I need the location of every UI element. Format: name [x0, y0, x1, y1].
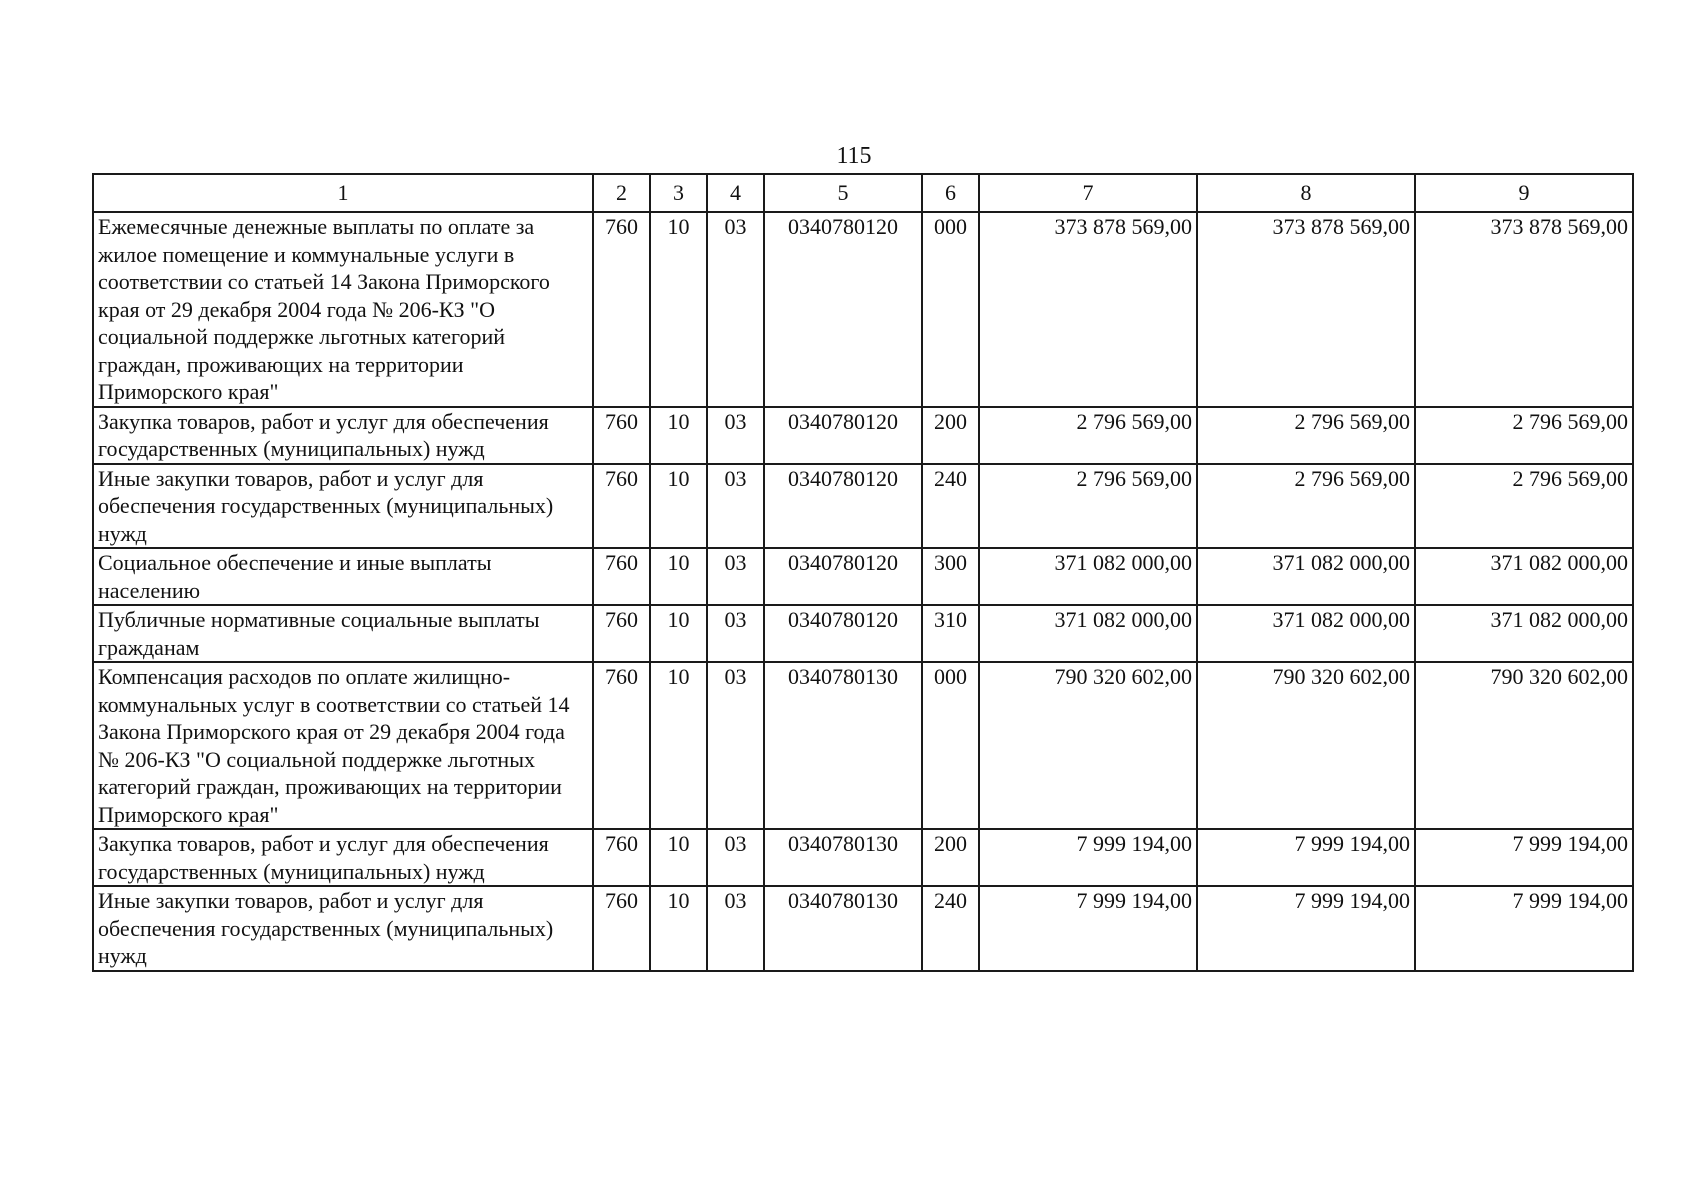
expense-type-code: 240 — [922, 886, 979, 971]
section-code: 10 — [650, 548, 707, 605]
subsection-code: 03 — [707, 212, 764, 407]
row-name: Иные закупки товаров, работ и услуг для обеспечения государственных (муниципальных) нужд — [93, 464, 593, 549]
table-row — [93, 212, 1633, 407]
amount-col-7: 2 796 569,00 — [979, 464, 1197, 549]
amount-col-9: 7 999 194,00 — [1415, 829, 1633, 886]
row-name: Закупка товаров, работ и услуг для обеспечения государственных (муниципальных) нужд — [93, 407, 593, 464]
table-row — [93, 662, 1633, 829]
target-article-code: 0340780120 — [764, 212, 922, 407]
header-col-4: 4 — [707, 174, 764, 212]
section-code: 10 — [650, 829, 707, 886]
target-article-code: 0340780120 — [764, 605, 922, 662]
expense-type-code: 200 — [922, 829, 979, 886]
header-col-7: 7 — [979, 174, 1197, 212]
table-row — [93, 464, 1633, 549]
header-col-9: 9 — [1415, 174, 1633, 212]
subsection-code: 03 — [707, 662, 764, 829]
table-row — [93, 605, 1633, 662]
target-article-code: 0340780130 — [764, 829, 922, 886]
row-name: Публичные нормативные социальные выплаты гражданам — [93, 605, 593, 662]
subsection-code: 03 — [707, 407, 764, 464]
target-article-code: 0340780120 — [764, 407, 922, 464]
amount-col-7: 371 082 000,00 — [979, 548, 1197, 605]
amount-col-9: 371 082 000,00 — [1415, 548, 1633, 605]
target-article-code: 0340780130 — [764, 662, 922, 829]
amount-col-9: 7 999 194,00 — [1415, 886, 1633, 971]
expense-type-code: 000 — [922, 662, 979, 829]
header-col-6: 6 — [922, 174, 979, 212]
expense-type-code: 200 — [922, 407, 979, 464]
ministry-code: 760 — [593, 407, 650, 464]
header-col-2: 2 — [593, 174, 650, 212]
amount-col-8: 2 796 569,00 — [1197, 407, 1415, 464]
section-code: 10 — [650, 464, 707, 549]
section-code: 10 — [650, 407, 707, 464]
ministry-code: 760 — [593, 548, 650, 605]
subsection-code: 03 — [707, 886, 764, 971]
row-name: Социальное обеспечение и иные выплаты населению — [93, 548, 593, 605]
amount-col-7: 7 999 194,00 — [979, 886, 1197, 971]
target-article-code: 0340780130 — [764, 886, 922, 971]
amount-col-8: 371 082 000,00 — [1197, 548, 1415, 605]
ministry-code: 760 — [593, 829, 650, 886]
subsection-code: 03 — [707, 829, 764, 886]
subsection-code: 03 — [707, 605, 764, 662]
amount-col-9: 2 796 569,00 — [1415, 407, 1633, 464]
row-name: Ежемесячные денежные выплаты по оплате за жилое помещение и коммунальные услуги в соответствии со статьей 14 Закона Приморского края от 29 декабря 2004 года № 206-КЗ "О социальной поддержке льготных категорий граждан, проживающих на территории Приморского края" — [93, 212, 593, 407]
amount-col-8: 790 320 602,00 — [1197, 662, 1415, 829]
table-header-row — [93, 174, 1633, 212]
amount-col-9: 373 878 569,00 — [1415, 212, 1633, 407]
ministry-code: 760 — [593, 605, 650, 662]
budget-table — [92, 173, 1634, 972]
row-name: Компенсация расходов по оплате жилищно-коммунальных услуг в соответствии со статьей 14 Закона Приморского края от 29 декабря 2004 года № 206-КЗ "О социальной поддержке льготных категорий граждан, проживающих на территории Приморского края" — [93, 662, 593, 829]
target-article-code: 0340780120 — [764, 464, 922, 549]
target-article-code: 0340780120 — [764, 548, 922, 605]
subsection-code: 03 — [707, 464, 764, 549]
table-row — [93, 548, 1633, 605]
table-row — [93, 829, 1633, 886]
amount-col-8: 373 878 569,00 — [1197, 212, 1415, 407]
amount-col-7: 2 796 569,00 — [979, 407, 1197, 464]
table-row — [93, 407, 1633, 464]
header-col-1: 1 — [93, 174, 593, 212]
header-col-3: 3 — [650, 174, 707, 212]
subsection-code: 03 — [707, 548, 764, 605]
amount-col-9: 371 082 000,00 — [1415, 605, 1633, 662]
expense-type-code: 300 — [922, 548, 979, 605]
amount-col-7: 373 878 569,00 — [979, 212, 1197, 407]
ministry-code: 760 — [593, 886, 650, 971]
table-row — [93, 886, 1633, 971]
section-code: 10 — [650, 605, 707, 662]
ministry-code: 760 — [593, 212, 650, 407]
expense-type-code: 000 — [922, 212, 979, 407]
header-col-8: 8 — [1197, 174, 1415, 212]
amount-col-9: 2 796 569,00 — [1415, 464, 1633, 549]
amount-col-7: 7 999 194,00 — [979, 829, 1197, 886]
amount-col-8: 7 999 194,00 — [1197, 886, 1415, 971]
amount-col-7: 790 320 602,00 — [979, 662, 1197, 829]
header-col-5: 5 — [764, 174, 922, 212]
section-code: 10 — [650, 886, 707, 971]
amount-col-8: 7 999 194,00 — [1197, 829, 1415, 886]
ministry-code: 760 — [593, 662, 650, 829]
section-code: 10 — [650, 662, 707, 829]
amount-col-9: 790 320 602,00 — [1415, 662, 1633, 829]
amount-col-7: 371 082 000,00 — [979, 605, 1197, 662]
row-name: Иные закупки товаров, работ и услуг для обеспечения государственных (муниципальных) нужд — [93, 886, 593, 971]
amount-col-8: 371 082 000,00 — [1197, 605, 1415, 662]
amount-col-8: 2 796 569,00 — [1197, 464, 1415, 549]
ministry-code: 760 — [593, 464, 650, 549]
row-name: Закупка товаров, работ и услуг для обеспечения государственных (муниципальных) нужд — [93, 829, 593, 886]
expense-type-code: 310 — [922, 605, 979, 662]
expense-type-code: 240 — [922, 464, 979, 549]
page-number: 115 — [836, 143, 872, 169]
section-code: 10 — [650, 212, 707, 407]
